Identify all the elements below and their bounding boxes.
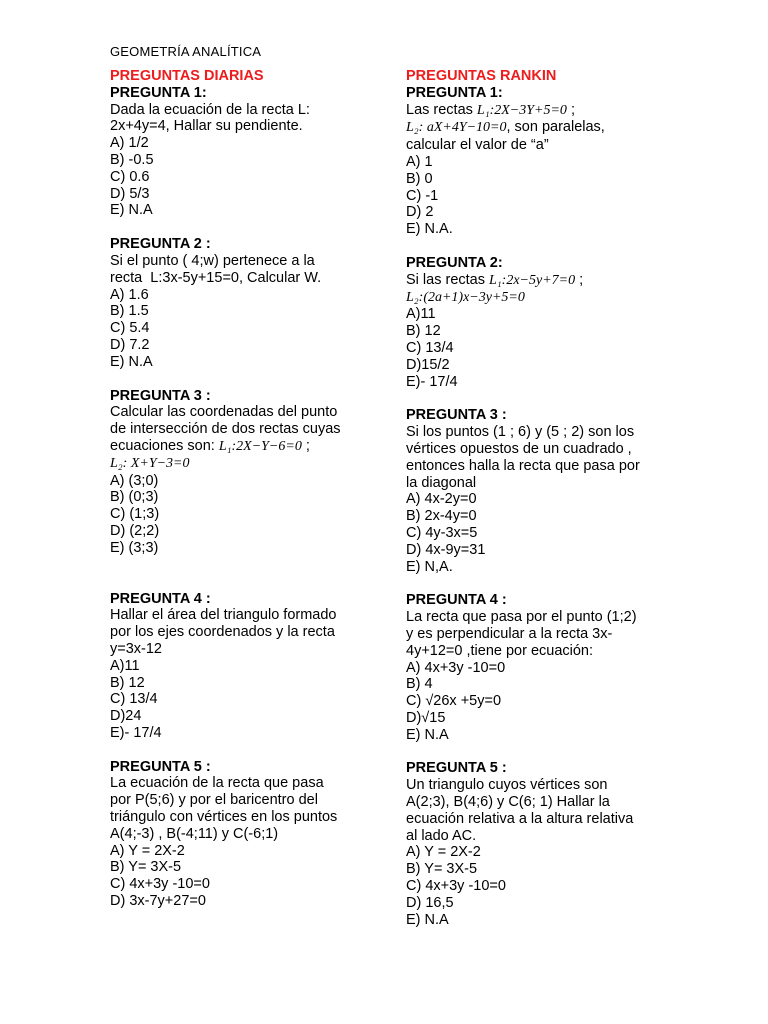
option-c: C) 4x+3y -10=0 — [110, 876, 210, 893]
option-d: D) 4x-9y=31 — [406, 541, 486, 558]
option-e: E) N,A. — [406, 558, 453, 575]
option-a: A)11 — [110, 657, 140, 674]
option-b: B) 12 — [110, 674, 145, 691]
option-b: B) 4 — [406, 676, 433, 693]
question-text: recta L:3x-5y+15=0, Calcular W. — [110, 269, 322, 286]
option-a: A) Y = 2X-2 — [110, 842, 185, 859]
question-text: triángulo con vértices en los puntos — [110, 809, 338, 826]
question-text: por P(5;6) y por el baricentro del — [110, 792, 318, 809]
question-title: PREGUNTA 1: — [110, 84, 207, 101]
question-text: ecuación relativa a la altura relativa — [406, 810, 634, 827]
question-text: de intersección de dos rectas cuyas — [110, 421, 341, 438]
question-text: Si el punto ( 4;w) pertenece a la — [110, 252, 315, 269]
question-text: vértices opuestos de un cuadrado , — [406, 440, 632, 457]
question-title: PREGUNTA 2: — [406, 254, 503, 271]
question-text: Dada la ecuación de la recta L: — [110, 101, 310, 118]
question-text: y es perpendicular a la recta 3x- — [406, 625, 613, 642]
option-a: A) 1.6 — [110, 286, 149, 303]
equation-l2: L₂: aX+4Y−10=0 — [406, 120, 507, 136]
question-text-part: Las rectas — [406, 101, 477, 118]
question-title: PREGUNTA 3 : — [406, 407, 507, 424]
question-1-rankin — [406, 85, 676, 238]
option-d: D) 7.2 — [110, 336, 150, 353]
question-text: 2x+4y=4, Hallar su pendiente. — [110, 118, 303, 135]
question-text: Hallar el área del triangulo formado — [110, 607, 337, 624]
question-text: Calcular las coordenadas del punto — [110, 404, 338, 421]
option-c: C) 13/4 — [110, 691, 158, 708]
question-text: La ecuación de la recta que pasa — [110, 775, 324, 792]
option-e: E) N.A. — [406, 221, 453, 238]
option-a: A)11 — [406, 306, 436, 323]
section-title-rankin: PREGUNTAS RANKIN — [406, 68, 557, 84]
option-b: B) 0 — [406, 170, 433, 187]
question-text: y=3x-12 — [110, 640, 162, 657]
option-a: A) 1/2 — [110, 135, 149, 152]
option-d: D) 2 — [406, 204, 434, 221]
question-text: 4y+12=0 ,tiene por ecuación: — [406, 642, 594, 659]
option-c: C) -1 — [406, 187, 439, 204]
question-title: PREGUNTA 5 : — [406, 760, 507, 777]
question-text: al lado AC. — [406, 827, 477, 844]
question-5-diarias — [110, 759, 385, 910]
option-d: D) 16,5 — [406, 894, 454, 911]
question-text: A(2;3), B(4;6) y C(6; 1) Hallar la — [406, 794, 610, 811]
option-a: A) (3;0) — [110, 472, 159, 489]
question-text: La recta que pasa por el punto (1;2) — [406, 609, 637, 626]
column-preguntas-rankin — [406, 68, 676, 928]
document-header: GEOMETRÍA ANALÍTICA — [110, 44, 262, 59]
question-text-part: , son paralelas, — [506, 119, 605, 136]
option-b: B) 1.5 — [110, 303, 149, 320]
question-2-rankin — [406, 255, 676, 390]
option-b: B) -0.5 — [110, 151, 154, 168]
question-text-part: Si las rectas — [406, 271, 489, 288]
question-text: entonces halla la recta que pasa por — [406, 457, 640, 474]
question-3-diarias — [110, 388, 385, 557]
option-e: E) (3;3) — [110, 539, 159, 556]
option-c: C) 5.4 — [110, 320, 150, 337]
question-text: calcular el valor de “a” — [406, 137, 549, 154]
separator: ; — [566, 101, 575, 118]
question-text — [406, 272, 676, 290]
option-d: D) 3x-7y+27=0 — [110, 893, 206, 910]
option-a: A) Y = 2X-2 — [406, 844, 481, 861]
question-5-rankin — [406, 760, 676, 928]
question-title: PREGUNTA 2 : — [110, 236, 211, 253]
option-e: E) N.A — [110, 202, 153, 219]
question-text: A(4;-3) , B(-4;11) y C(-6;1) — [110, 825, 279, 842]
option-a: A) 4x-2y=0 — [406, 491, 477, 508]
option-c: C) (1;3) — [110, 506, 160, 523]
question-text: la diagonal — [406, 474, 477, 491]
option-d: D)15/2 — [406, 356, 450, 373]
option-e: E)- 17/4 — [406, 373, 458, 390]
equation-l1: L₁:2X−Y−6=0 — [218, 438, 302, 454]
question-text-part: ecuaciones son: — [110, 437, 219, 454]
option-b: B) 12 — [406, 323, 441, 340]
option-e: E)- 17/4 — [110, 724, 162, 741]
option-c: C) 4x+3y -10=0 — [406, 878, 506, 895]
option-b: B) Y= 3X-5 — [110, 859, 182, 876]
question-text: por los ejes coordenados y la recta — [110, 624, 335, 641]
question-title: PREGUNTA 5 : — [110, 758, 211, 775]
option-c: C) 0.6 — [110, 168, 150, 185]
option-b: B) (0;3) — [110, 489, 159, 506]
option-c: C) √26x +5y=0 — [406, 693, 502, 710]
section-title-diarias: PREGUNTAS DIARIAS — [110, 68, 264, 84]
equation-l2: L₂:(2a+1)x−3y+5=0 — [406, 289, 525, 305]
option-d: D) (2;2) — [110, 522, 160, 539]
option-b: B) Y= 3X-5 — [406, 861, 478, 878]
option-e: E) N.A — [110, 353, 153, 370]
question-title: PREGUNTA 4 : — [406, 592, 507, 609]
option-a: A) 4x+3y -10=0 — [406, 659, 506, 676]
question-title: PREGUNTA 4 : — [110, 590, 211, 607]
option-d: D) 5/3 — [110, 185, 150, 202]
option-d: D)√15 — [406, 709, 446, 726]
separator: ; — [575, 271, 584, 288]
question-1-diarias — [110, 85, 385, 219]
option-d: D)24 — [110, 708, 142, 725]
question-title: PREGUNTA 1: — [406, 84, 503, 101]
question-4-rankin — [406, 592, 676, 743]
equation-l1: L₁:2X−3Y+5=0 — [476, 102, 567, 118]
option-a: A) 1 — [406, 153, 433, 170]
question-3-rankin — [406, 407, 676, 575]
question-2-diarias — [110, 236, 385, 370]
separator: ; — [301, 437, 310, 454]
question-text — [406, 119, 676, 137]
question-text: Un triangulo cuyos vértices son — [406, 777, 608, 794]
column-preguntas-diarias — [110, 68, 385, 910]
option-b: B) 2x-4y=0 — [406, 508, 477, 525]
equation-l2: L₂: X+Y−3=0 — [110, 455, 190, 471]
equation-l1: L₁:2x−5y+7=0 — [489, 272, 576, 288]
question-text: Si los puntos (1 ; 6) y (5 ; 2) son los — [406, 424, 635, 441]
option-c: C) 4y-3x=5 — [406, 524, 478, 541]
option-c: C) 13/4 — [406, 339, 454, 356]
question-text — [406, 102, 676, 120]
question-title: PREGUNTA 3 : — [110, 387, 211, 404]
question-text — [110, 438, 385, 456]
option-e: E) N.A — [406, 911, 449, 928]
question-4-diarias — [110, 591, 385, 742]
option-e: E) N.A — [406, 726, 449, 743]
